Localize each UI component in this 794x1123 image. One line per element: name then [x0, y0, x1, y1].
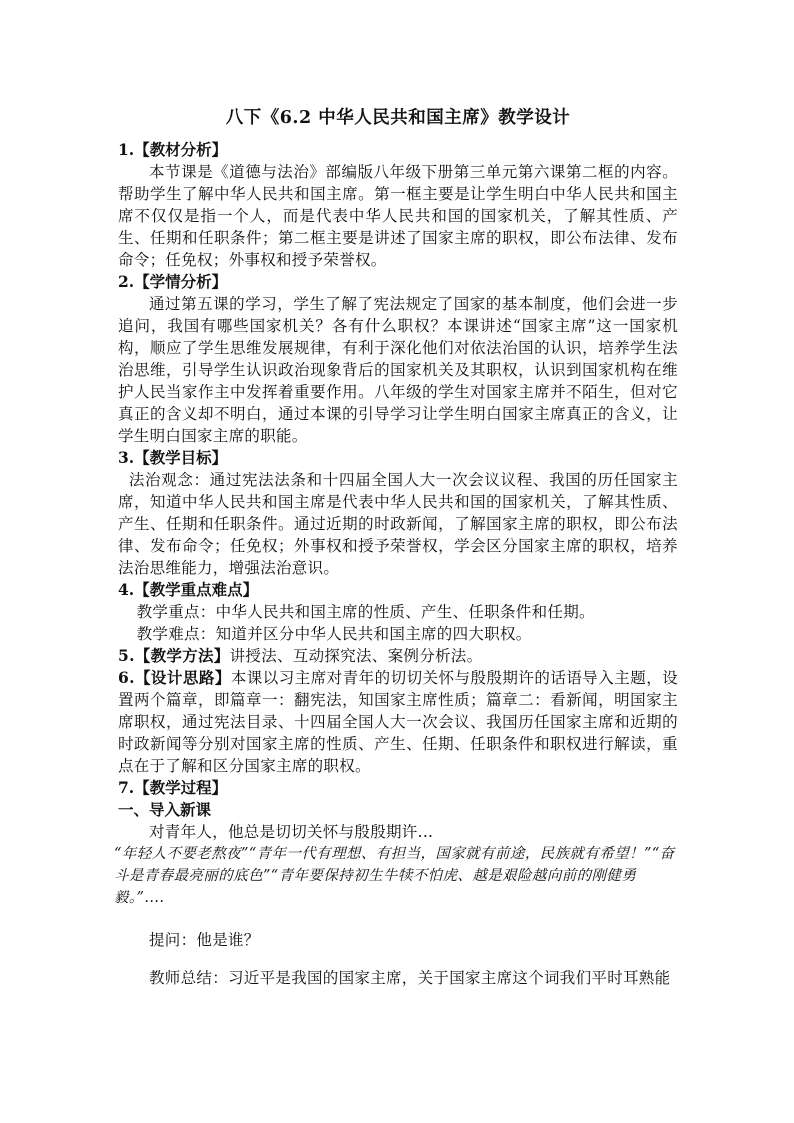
- heading-textbook-analysis: 1.【教材分析】: [118, 140, 228, 159]
- design-idea-text: 本课以习主席对青年的切切关怀与殷殷期许的话语导入主题，设置两个篇章，即篇章一：翻宪法，知国家主席性质；篇章二：看新闻，明国家主席职权，通过宪法目录、十四届全国人大一次会议、我国历任国家主席和近期的时政新闻等分别对国家主席的性质、产生、任期、任职条件和职权进行解读，重点在于了解和区分国家主席的职权。: [118, 669, 678, 775]
- key-point-line: 教学重点：中华人民共和国主席的性质、产生、任职条件和任期。: [136, 603, 595, 621]
- heading-key-difficult-points: 4.【教学重点难点】: [118, 580, 259, 599]
- paragraph-teaching-goals: 法治观念：通过宪法法条和十四届全国人大一次会议议程、我国的历任国家主席，知道中华人民共和国主席是代表中华人民共和国的国家机关，了解其性质、产生、任期和任职条件。通过近期的时政新闻，了解国家主席的职权，即公布法律、发布命令；任免权；外事权和授予荣誉权，学会区分国家主席的职权，培养法治思维能力，增强法治意识。: [118, 471, 678, 577]
- teacher-summary-line: 教师总结：习近平是我国的国家主席，关于国家主席这个词我们平时耳熟能: [149, 969, 671, 987]
- heading-teaching-goals: 3.【教学目标】: [118, 448, 228, 467]
- document-title: 八下《6.2 中华人民共和国主席》教学设计: [225, 108, 571, 128]
- design-idea-paragraph: [118, 667, 678, 777]
- teaching-methods-text: 讲授法、互动探究法、案例分析法。: [229, 647, 483, 665]
- heading-teaching-process: 7.【教学过程】: [118, 778, 228, 797]
- document-page: [114, 104, 678, 989]
- paragraph-textbook-analysis: 本节课是《道德与法治》部编版八年级下册第三单元第六课第二框的内容。帮助学生了解中华人民共和国主席。第一框主要是让学生明白中华人民共和国主席不仅仅是指一个人，而是代表中华人民共和国的国家机关，了解其性质、产生、任期和任职条件；第二框主要是讲述了国家主席的职权，即公布法律、发布命令；任免权；外事权和授予荣誉权。: [118, 163, 678, 269]
- paragraph-student-analysis: 通过第五课的学习，学生了解了宪法规定了国家的基本制度，他们会进一步追问，我国有哪些国家机关？各有什么职权？本课讲述“国家主席”这一国家机构，顺应了学生思维发展规律，有利于深化他们对依法治国的认识，培养学生法治思维，引导学生认识政治现象背后的国家机关及其职权，认识到国家机构在维护人民当家作主中发挥着重要作用。八年级的学生对国家主席并不陌生，但对它真正的含义却不明白，通过本课的引导学习让学生明白国家主席真正的含义，让学生明白国家主席的职能。: [118, 295, 678, 445]
- question-line: 提问：他是谁？: [149, 931, 260, 949]
- quotes-paragraph: “年轻人不要老熬夜”“青年一代有理想、有担当，国家就有前途，民族就有希望！”“奋斗是青春最亮丽的底色”“青年要保持初生牛犊不怕虎、越是艰险越向前的刚健勇毅。”....: [114, 846, 675, 906]
- heading-student-analysis: 2.【学情分析】: [118, 272, 228, 291]
- difficult-point-line: 教学难点：知道并区分中华人民共和国主席的四大职权。: [136, 625, 532, 643]
- subheading-lesson-intro: 一、导入新课: [118, 800, 212, 819]
- lesson-intro-line: 对青年人，他总是切切关怀与殷殷期许...: [149, 823, 434, 841]
- heading-teaching-methods: 5.【教学方法】: [118, 646, 230, 665]
- teaching-methods-line: [118, 645, 678, 667]
- heading-design-idea: 6.【设计思路】: [118, 668, 231, 687]
